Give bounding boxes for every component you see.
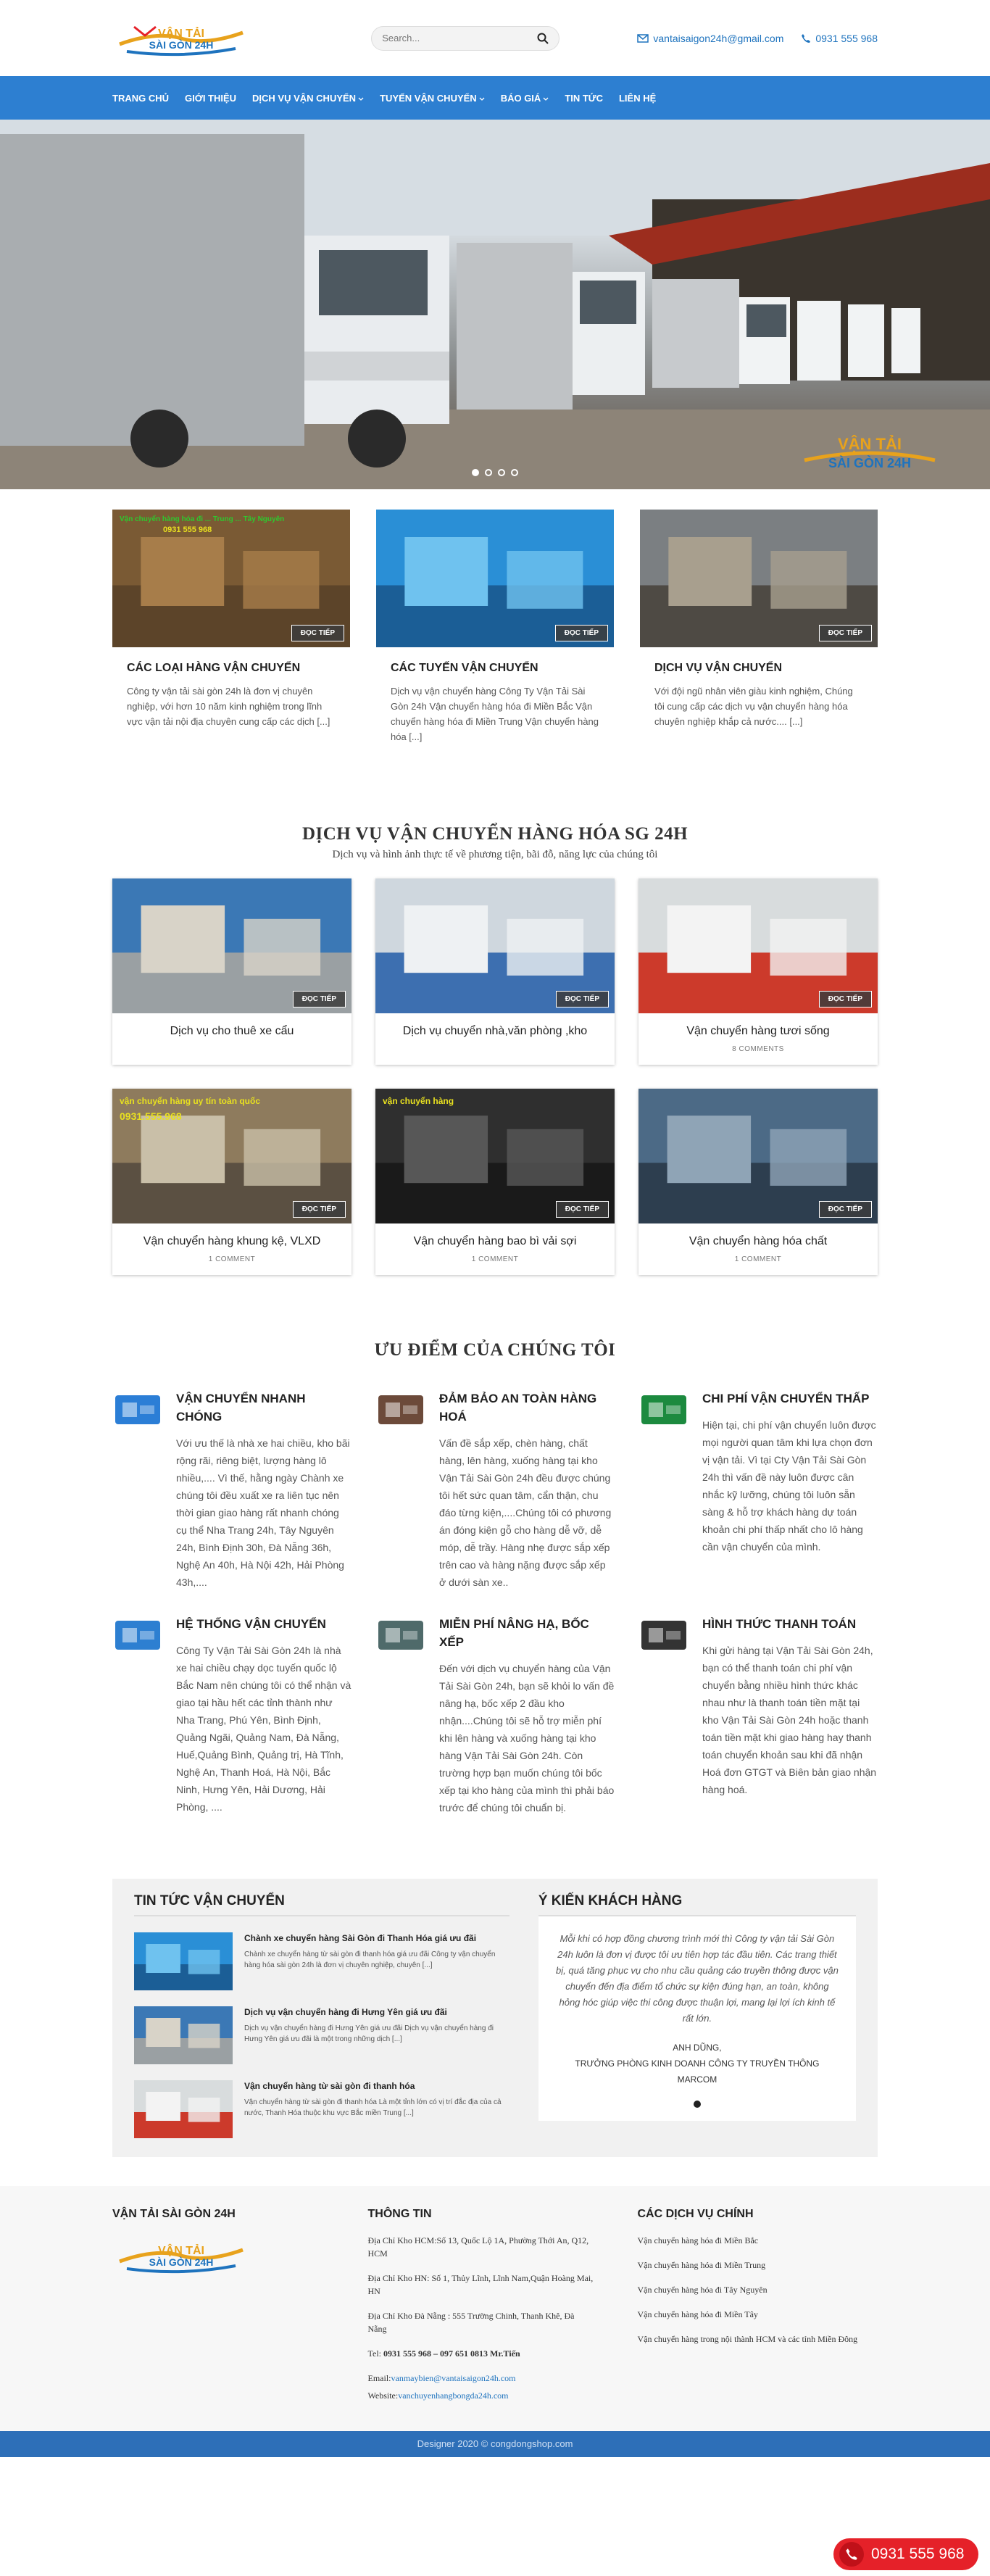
footer-brand-title: VẬN TẢI SÀI GÒN 24H [112,2208,236,2220]
news-item[interactable] [134,2080,509,2138]
services-title: DỊCH VỤ VẬN CHUYỂN HÀNG HÓA SG 24H [301,824,689,844]
feature-card [112,510,350,744]
news-excerpt: Dịch vụ vận chuyển hàng đi Hưng Yên giá ưu đãi Dịch vụ vận chuyển hàng đi Hưng Yên giá ưu đãi là một trong những dịch [...] [244,2024,494,2043]
footer-addr-dn: Địa Chỉ Kho Đà Nẵng : 555 Trường Chinh, Thanh Khê, Đà Nẵng [367,2311,575,2334]
hero-slider[interactable] [0,120,990,489]
nav-item-2[interactable] [252,93,364,104]
search-box[interactable] [371,26,560,51]
news-excerpt: Vận chuyển hàng từ sài gòn đi thanh hóa Là một tỉnh lớn có vị trí đắc địa của cả nước, Thanh Hóa thuộc khu vực Bắc miền Trung [...] [244,2098,502,2117]
nav-item-label: TIN TỨC [565,92,603,104]
read-more-button[interactable]: ĐỌC TIẾP [556,1201,609,1218]
header-contacts [637,33,878,44]
footer-email [368,2372,594,2385]
feature-image[interactable] [112,510,350,647]
service-image[interactable] [112,1089,352,1223]
forklift-icon [375,1615,426,1654]
slider-dot[interactable] [498,469,505,476]
news-title: TIN TỨC VẬN CHUYỂN [134,1893,509,1916]
read-more-button[interactable]: ĐỌC TIẾP [291,625,344,641]
truck-icon [112,1389,163,1429]
hotline-button[interactable] [833,2538,978,2570]
advantage-title: ĐẢM BẢO AN TOÀN HÀNG HOÁ [439,1392,597,1424]
footer-tel-value[interactable]: 0931 555 968 – 097 651 0813 Mr.Tiến [383,2348,520,2359]
feature-image-phone: 0931 555 968 [163,525,212,534]
service-image[interactable] [112,878,352,1013]
advantage-item [638,1389,878,1591]
service-comments[interactable]: 8 COMMENTS [732,1045,784,1053]
feature-text: Công ty vận tải sài gòn 24h là đơn vị chuyên nghiệp, với hơn 10 năm kinh nghiệm trong lĩnh vực vận tải nội địa chuyên cung cấp các dịch [...] [127,686,330,727]
chevron-down-icon [543,93,549,104]
footer-info-title: THÔNG TIN [367,2208,432,2220]
service-image[interactable] [375,1089,615,1223]
service-image[interactable] [638,1089,878,1223]
hero-trucks-image [0,120,990,489]
feature-image[interactable] [376,510,614,647]
service-comments[interactable]: 1 COMMENT [734,1255,782,1263]
testimonial-role: TRƯỞNG PHÒNG KINH DOANH CÔNG TY TRUYỀN THÔNG MARCOM [575,2058,820,2085]
feature-card [640,510,878,744]
phone-icon [839,2542,864,2567]
testimonial-column [538,1893,856,2138]
footer-service-link[interactable]: Vận chuyển hàng hóa đi Tây Nguyên [637,2285,768,2295]
service-title[interactable]: Dịch vụ cho thuê xe cẩu [170,1025,294,1037]
service-card[interactable] [638,878,878,1065]
service-card[interactable] [375,878,615,1065]
advantage-title: VẬN CHUYỂN NHANH CHÓNG [176,1392,306,1424]
advantage-item [375,1615,615,1816]
hero-logo-line2: SÀI GÒN 24H [828,456,912,470]
advantage-text: Công Ty Vận Tải Sài Gòn 24h là nhà xe hai chiều chạy dọc tuyến quốc lộ Bắc Nam nên chúng tôi có thể nhận và giao tại hầu hết các tỉnh thành như Nha Trang, Phú Yên, Bình Định, Quảng Ngãi, Quảng Nam, Đà Nẵng, Huế,Quảng Bình, Quảng trị, Hà Tĩnh, Nghệ An, Thanh Hoá, Hà Nội, Bắc Ninh, Hưng Yên, Hải Dương, Hải Phòng, .... [176,1645,352,1813]
footer-email-label: Email: [367,2373,391,2383]
advantage-content [702,1389,878,1591]
testimonial-name: ANH DŨNG, [673,2043,722,2053]
news-title[interactable]: Chành xe chuyển hàng Sài Gòn đi Thanh Hóa giá ưu đãi [244,1933,477,1943]
news-title[interactable]: Dịch vụ vận chuyển hàng đi Hưng Yên giá ưu đãi [244,2007,447,2017]
news-content [244,2006,509,2064]
service-title[interactable]: Vận chuyển hàng hóa chất [689,1235,828,1247]
nav-item-label: TRANG CHỦ [112,92,169,104]
nav-item-5[interactable] [565,93,603,104]
footer-services-title: CÁC DỊCH VỤ CHÍNH [637,2208,754,2220]
testimonial-box [538,1916,856,2121]
service-image[interactable] [638,878,878,1013]
package-icon [375,1389,426,1429]
service-comments[interactable]: 1 COMMENT [208,1255,256,1263]
footer-logo[interactable] [112,2234,250,2277]
feature-text: Với đội ngũ nhân viên giàu kinh nghiệm, Chúng tôi cung cấp các dịch vụ vận chuyển hàng hóa chuyên nghiệp khắp cả nước.... [...] [654,686,853,727]
news-thumbnail[interactable] [134,1932,233,1990]
slider-dot[interactable] [472,469,479,476]
service-card[interactable] [638,1089,878,1275]
nav-item-6[interactable] [619,93,656,104]
header-phone-text: 0931 555 968 [815,32,878,44]
service-image[interactable] [375,878,615,1013]
top-header [0,0,990,76]
read-more-button[interactable]: ĐỌC TIẾP [293,1201,346,1218]
service-card[interactable] [375,1089,615,1275]
payment-icon [638,1615,689,1654]
advantage-title: HỆ THỐNG VẬN CHUYỂN [176,1617,326,1631]
testimonial-title: Ý KIẾN KHÁCH HÀNG [538,1893,856,1916]
feature-image[interactable] [640,510,878,647]
advantages-title: ƯU ĐIỂM CỦA CHÚNG TÔI [374,1340,616,1360]
advantage-text: Đến với dịch vụ chuyển hàng của Vận Tải Sài Gòn 24h, bạn sẽ khỏi lo vấn đề nâng hạ, bốc xếp 2 đầu kho nhận....Chúng tôi sẽ hỗ trợ miễn phí khi lên hàng và xuống hàng tại kho hàng Vận Tải Sài Gòn 24h. Còn trường hợp bạn muốn chúng tôi bốc xếp tại kho hàng của mình thì phải báo trước để chúng tôi chuẩn bị. [439,1663,615,1813]
service-card[interactable] [112,1089,352,1275]
site-logo[interactable] [112,14,250,63]
nav-item-label: DỊCH VỤ VẬN CHUYỂN [252,92,357,104]
service-title[interactable]: Vận chuyển hàng khung kệ, VLXD [143,1235,321,1247]
service-comments[interactable] [112,1045,352,1057]
network-icon [112,1615,163,1654]
footer-service-link[interactable]: Vận chuyển hàng hóa đi Miền Tây [637,2309,758,2319]
footer-tel [368,2347,594,2360]
news-content [244,1932,509,1990]
hotline-number: 0931 555 968 [871,2546,965,2562]
footer-service-link[interactable]: Vận chuyển hàng trong nội thành HCM và các tỉnh Miền Đông [637,2334,858,2344]
service-image-phone: 0931.555.968 [120,1110,182,1122]
advantage-item [112,1389,352,1591]
footer-logo-line1: VẬN TẢI [158,2245,204,2257]
advantage-content [176,1615,352,1816]
advantage-content [176,1389,352,1591]
service-title[interactable]: Vận chuyển hàng tươi sống [686,1025,830,1037]
advantage-title: HÌNH THỨC THANH TOÁN [702,1617,857,1631]
news-content [244,2080,509,2138]
chevron-down-icon [358,93,364,104]
advantage-title: MIỄN PHÍ NÂNG HẠ, BỐC XẾP [439,1617,589,1649]
feature-text: Dịch vụ vận chuyển hàng Công Ty Vận Tải Sài Gòn 24h Vận chuyển hàng hóa đi Miền Bắc Vận chuyển hàng hóa đi Miền Trung Vận chuyển hàng hóa [...] [391,686,599,742]
footer-col-info [368,2208,594,2414]
news-testimonial-section [112,1879,878,2157]
service-image-caption: vận chuyển hàng uy tín toàn quốc [120,1096,261,1106]
footer-web-label: Website: [367,2390,399,2401]
advantage-text: Hiện tại, chi phí vận chuyển luôn được mọi người quan tâm khi lựa chọn đơn vị vận tải. Vì tại Cty Vận Tải Sài Gòn 24h thì vấn đề này luôn được cân nhắc kỹ lưỡng, chúng tôi luôn sẵn sàng & hỗ trợ khách hàng dự toán khoản chi phí thấp nhất cho lô hàng cần vận chuyển của mình. [702,1419,876,1553]
service-image-caption: vận chuyển hàng [383,1096,454,1106]
footer-col-brand [112,2208,325,2414]
news-thumbnail[interactable] [134,2006,233,2064]
nav-item-0[interactable] [112,93,169,104]
logo-text-line1: VẬN TẢI [158,27,204,40]
advantage-item [375,1389,615,1591]
footer-web [368,2389,594,2402]
read-more-button[interactable]: ĐỌC TIẾP [819,991,872,1007]
advantage-text: Với ưu thế là nhà xe hai chiều, kho bãi rộng rãi, riêng biệt, lượng hàng lô nhiều,.... Vì thế, hằng ngày Chành xe chúng tôi đều xuất xe ra liên tục nên thời gian giao hàng rất nhanh chóng cụ thể Nha Trang 24h, Tây Nguyên 24h, Bình Định 30h, Đà Nẵng 36h, Nghệ An 40h, Hà Nội 42h, Hải Phòng 43h,.... [176,1437,350,1588]
header-email[interactable] [637,33,783,44]
footer-web-link[interactable]: vanchuyenhangbongda24h.com [398,2390,509,2401]
advantage-content [439,1389,615,1591]
advantage-title: CHI PHÍ VẬN CHUYỂN THẤP [702,1392,870,1405]
news-item[interactable] [134,2006,509,2064]
nav-item-label: BÁO GIÁ [500,92,541,104]
nav-item-label: GIỚI THIỆU [185,92,237,104]
news-thumbnail[interactable] [134,2080,233,2138]
news-column [134,1893,509,2138]
site-footer [0,2186,990,2457]
advantage-content [702,1615,878,1816]
search-icon[interactable] [537,33,549,44]
phone-icon [801,33,811,43]
footer-col-services [638,2208,878,2414]
header-phone[interactable] [801,33,878,44]
footer-logo-line2: SÀI GÒN 24H [149,2256,214,2268]
copyright-bar: Designer 2020 © congdongshop.com [0,2431,990,2457]
money-icon [638,1389,689,1429]
testimonial-quote: Mỗi khi có hợp đồng chương trình mới thì Công ty vận tải Sài Gòn 24h luôn là đơn vị được tôi ưu tiên hợp tác đầu tiên. Các trang thiết bị, quá tăng phục vụ cho nhu cầu quảng cáo truyền thông được vận chuyển đến địa điểm tổ chức sự kiện đúng hạn, an toàn, không hỏng hóc giúp việc thi công được thuận lợi, mang lại lợi ích kinh tế rất lớn. [556,1933,839,2024]
news-title[interactable]: Vận chuyển hàng từ sài gòn đi thanh hóa [244,2081,415,2091]
read-more-button[interactable]: ĐỌC TIẾP [293,991,346,1007]
service-card[interactable] [112,878,352,1065]
footer-service-link[interactable]: Vận chuyển hàng hóa đi Miền Bắc [637,2235,759,2245]
read-more-button[interactable]: ĐỌC TIẾP [555,625,608,641]
header-email-text: vantaisaigon24h@gmail.com [653,32,784,44]
chevron-down-icon [479,93,485,104]
service-comments[interactable] [375,1045,615,1057]
logo-text-line2: SÀI GÒN 24H [149,38,214,51]
news-excerpt: Chành xe chuyển hàng từ sài gòn đi thanh hóa giá ưu đãi Công ty vận chuyển hàng hóa sài gòn 24h là đơn vị chuyên nghiệp, chuyên [...] [244,1950,496,1969]
service-title[interactable]: Vận chuyển hàng bao bì vải sợi [413,1235,577,1247]
footer-addr-hn: Địa Chỉ Kho HN: Số 1, Thủy Lĩnh, Lĩnh Nam,Quận Hoàng Mai, HN [367,2273,594,2296]
read-more-button[interactable]: ĐỌC TIẾP [819,625,872,641]
search-input[interactable] [382,33,537,43]
read-more-button[interactable]: ĐỌC TIẾP [556,991,609,1007]
service-title[interactable]: Dịch vụ chuyển nhà,văn phòng ,kho [402,1025,588,1037]
feature-image-caption: Vận chuyển hàng hóa đi ... Trung ... Tây Nguyên [120,515,285,523]
advantage-item [112,1615,352,1816]
advantage-content [439,1615,615,1816]
service-comments[interactable]: 1 COMMENT [471,1255,519,1263]
read-more-button[interactable]: ĐỌC TIẾP [819,1201,872,1218]
services-subtitle: Dịch vụ và hình ảnh thực tế về phương tiện, bãi đỗ, năng lực của chúng tôi [332,849,658,860]
news-item[interactable] [134,1932,509,1990]
advantage-text: Khi gửi hàng tại Vận Tải Sài Gòn 24h, bạn có thể thanh toán chi phí vận chuyển bằng nhiều hình thức khác nhau như là thanh toán tiền mặt tại kho Vận Tải Sài Gòn 24h hoặc thanh toán tiền mặt khi giao hàng hay thanh toán chuyển khoản sau khi đã nhận Hoá đơn GTGT và Biên bản giao nhận hàng hoá. [702,1645,877,1795]
feature-title[interactable]: CÁC LOẠI HÀNG VẬN CHUYỂN [127,662,301,674]
footer-email-link[interactable]: vanmaybien@vantaisaigon24h.com [391,2373,516,2383]
footer-tel-label: Tel: [367,2348,381,2359]
main-nav [0,76,990,120]
slider-dot[interactable] [485,469,492,476]
slider-dot[interactable] [511,469,518,476]
envelope-icon [637,34,649,43]
nav-item-4[interactable] [501,93,549,104]
testimonial-dot[interactable] [694,2101,701,2108]
slider-dots [472,469,518,476]
footer-service-link[interactable]: Vận chuyển hàng hóa đi Miền Trung [637,2260,766,2270]
feature-title[interactable]: DỊCH VỤ VẬN CHUYỂN [654,662,783,674]
footer-addr-hcm: Địa Chỉ Kho HCM:Số 13, Quốc Lộ 1A, Phường Thới An, Q12, HCM [367,2235,589,2259]
nav-item-3[interactable] [380,93,485,104]
nav-item-label: LIÊN HỆ [618,92,657,104]
hero-logo-line1: VẬN TẢI [838,435,902,453]
feature-title[interactable]: CÁC TUYẾN VẬN CHUYỂN [391,662,538,674]
advantage-item [638,1615,878,1816]
nav-item-1[interactable] [185,93,236,104]
nav-item-label: TUYẾN VẬN CHUYỂN [380,92,477,104]
feature-card [376,510,614,744]
advantage-text: Vấn đề sắp xếp, chèn hàng, chất hàng, lên hàng, xuống hàng tại kho Vận Tải Sài Gòn 24h đều được chúng tôi hết sức quan tâm, cẩn thận, chu đáo từng kiện,....Chúng tôi có phương án đóng kiện gỗ cho hàng dễ vỡ, dễ móp, dễ trầy. Hàng nhẹ được sắp xếp trên cao và hàng nặng được sắp xếp ở dưới sàn xe.. [439,1437,612,1588]
